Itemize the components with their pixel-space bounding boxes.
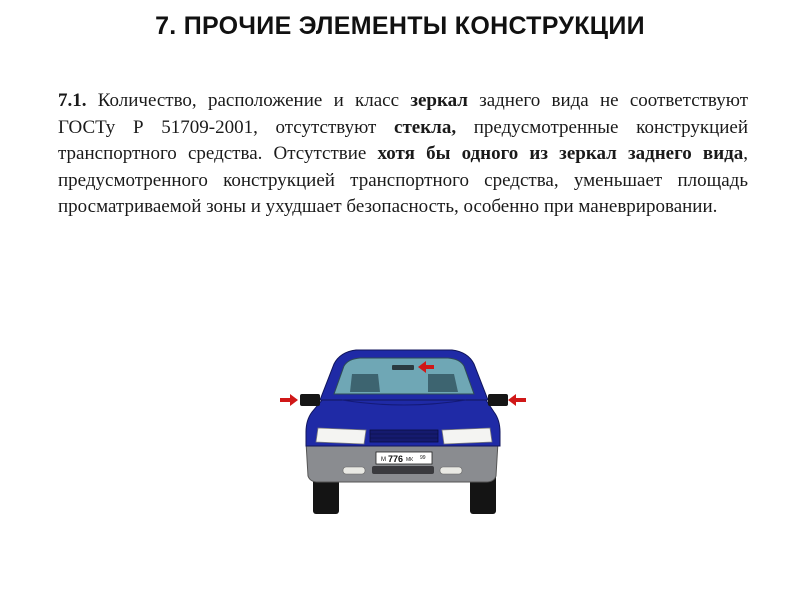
left-headlight — [316, 428, 366, 444]
slide-title: 7. ПРОЧИЕ ЭЛЕМЕНТЫ КОНСТРУКЦИИ — [155, 12, 645, 40]
plate-region: 99 — [420, 455, 426, 461]
text-segment-4: , предусмотренного конструкцией транспортного средства, уменьшает площадь просматриваемой зоны и ухудшает безопасность, особенно при маневрировании. — [58, 143, 749, 217]
bold-segment-glass: стекла, — [394, 116, 457, 138]
right-mirror-arrow-icon — [508, 394, 526, 406]
bold-segment-mirrors: зеркал — [410, 90, 468, 111]
seat-left — [350, 374, 380, 392]
rule-paragraph — [58, 88, 748, 221]
plate-letter: М — [381, 457, 386, 463]
rule-number: 7.1. — [58, 90, 87, 111]
car-illustration — [270, 330, 540, 520]
seat-right — [428, 374, 458, 392]
interior-mirror — [392, 365, 414, 370]
text-segment-2: заднего вида не соответствуют ГОСТу Р 51709-2001, отсутствуют — [58, 90, 748, 138]
left-mirror-arrow-icon — [280, 394, 298, 406]
right-fog-light — [440, 467, 462, 474]
plate-number: 776 — [388, 454, 404, 464]
left-side-mirror — [300, 394, 320, 406]
right-headlight — [442, 428, 492, 444]
bumper-intake — [372, 466, 434, 474]
text-segment-1: Количество, расположение и класс — [86, 90, 411, 111]
right-side-mirror — [488, 394, 508, 406]
bold-segment-at-least-one-mirror: хотя бы одного из зеркал заднего вида — [377, 143, 744, 164]
grille — [370, 430, 438, 442]
plate-letters: МК — [406, 457, 414, 463]
text-segment-3: предусмотренные конструкцией транспортного средства. Отсутствие — [58, 116, 749, 164]
left-fog-light — [343, 467, 365, 474]
